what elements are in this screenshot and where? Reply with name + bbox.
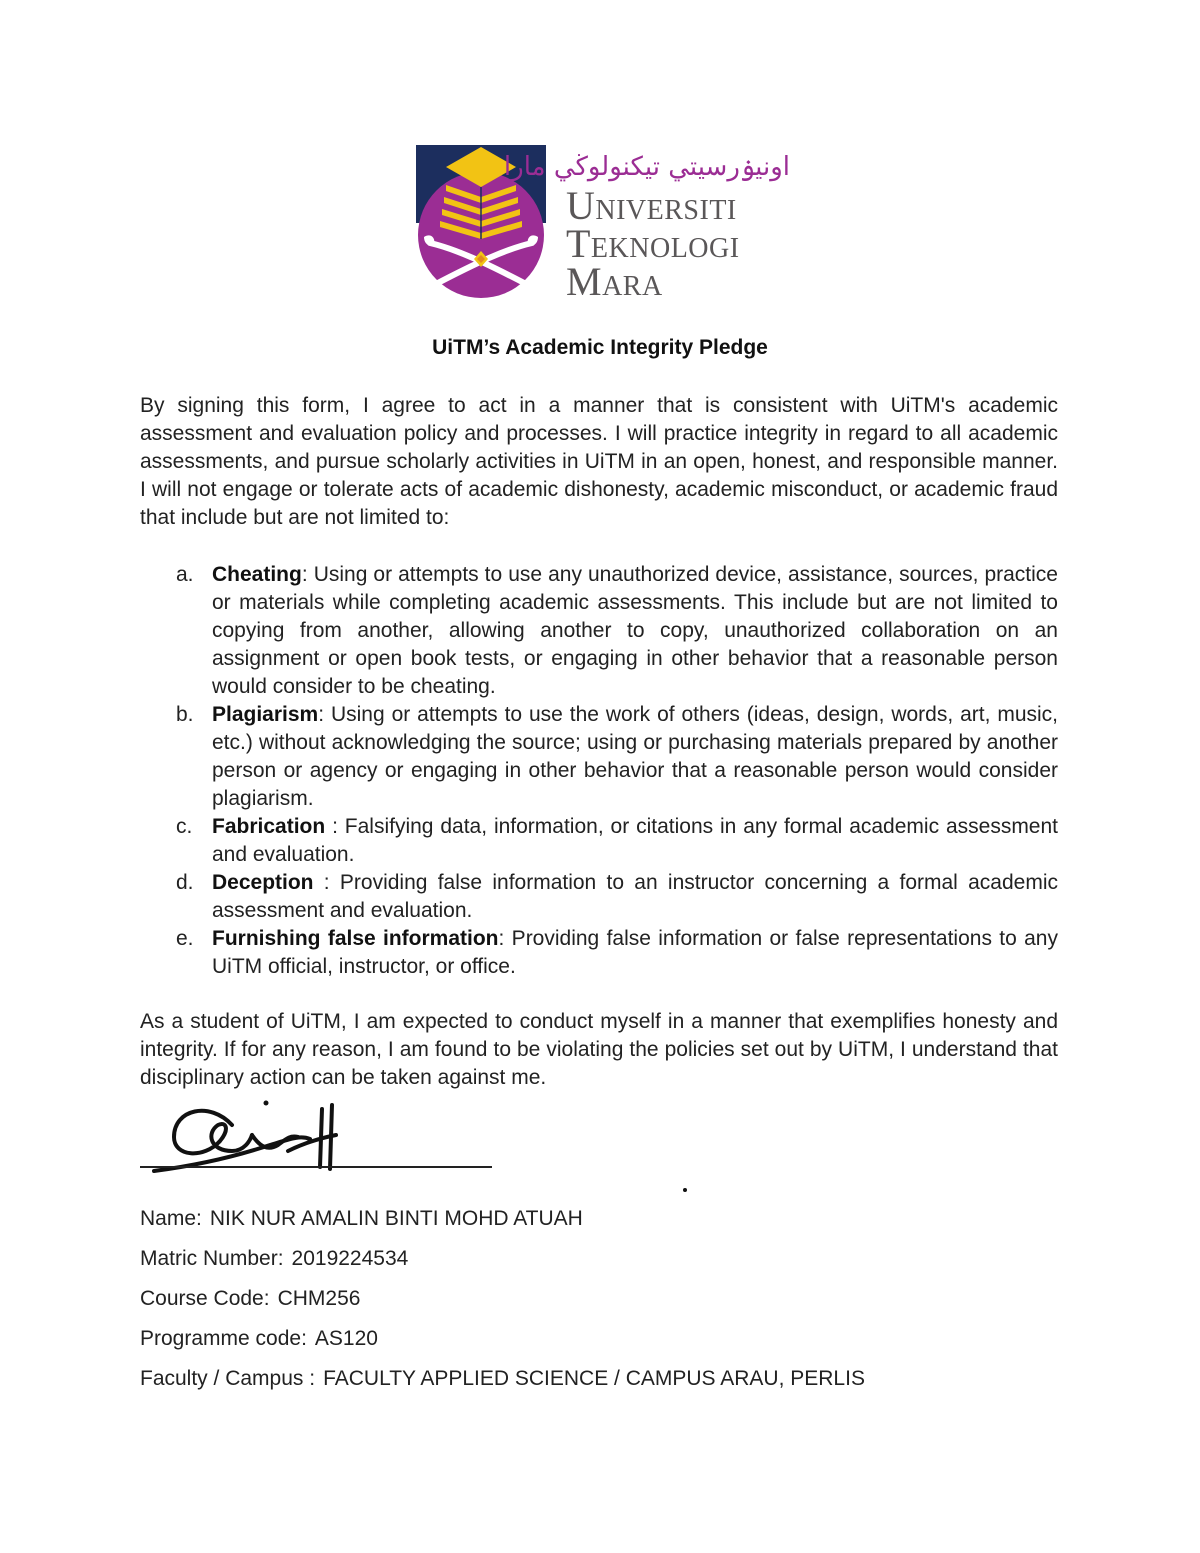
misconduct-list — [140, 561, 1058, 981]
list-marker: b. — [176, 703, 194, 726]
list-term: Furnishing false information — [212, 927, 499, 950]
list-marker: c. — [176, 815, 193, 838]
list-marker: d. — [176, 871, 194, 894]
programme-field — [140, 1327, 378, 1351]
list-term: Deception — [212, 871, 314, 894]
list-term: Fabrication — [212, 815, 326, 838]
list-text: : Using or attempts to use the work of others (ideas, design, words, art, music, etc.) without acknowledging the source; using or purchasing materials prepared by another person or agency or engaging in other behavior that a reasonable person would consider plagiarism. — [212, 703, 1058, 810]
list-marker: a. — [176, 563, 194, 586]
faculty-value: FACULTY APPLIED SCIENCE / CAMPUS ARAU, PERLIS — [323, 1367, 865, 1390]
svg-text:اونيۏرسيتي تيكنولوڬي مارا: اونيۏرسيتي تيكنولوڬي مارا — [503, 152, 790, 182]
intro-paragraph: By signing this form, I agree to act in a manner that is consistent with UiTM's academic assessment and evaluation policy and processes. I will practice integrity in regard to all academic assessments, and pursue scholarly activities in UiTM in an open, honest, and responsible manner. I will not engage or tolerate acts of academic dishonesty, academic misconduct, or academic fraud that include but are not limited to: — [140, 394, 1058, 529]
faculty-field — [140, 1367, 865, 1391]
matric-field — [140, 1247, 408, 1271]
university-wordmark — [566, 183, 740, 304]
list-marker: e. — [176, 927, 194, 950]
list-text: : Providing false information or false representations to any UiTM official, instructor, or office. — [212, 927, 1058, 978]
programme-label: Programme code: — [140, 1327, 307, 1350]
name-field — [140, 1207, 583, 1231]
name-label: Name: — [140, 1207, 202, 1230]
matric-value: 2019224534 — [291, 1247, 409, 1270]
course-label: Course Code: — [140, 1287, 270, 1310]
signature-line — [140, 1166, 492, 1168]
list-text: : Using or attempts to use any unauthorized device, assistance, sources, practice or materials while completing academic assessments. This include but are not limited to copying from another, allowing another to copy, unauthorized collaboration on an assignment or open book tests, or engaging in other behavior that a reasonable person would consider to be cheating. — [212, 563, 1058, 698]
stray-dot — [683, 1188, 687, 1192]
page-title: UiTM’s Academic Integrity Pledge — [432, 336, 768, 359]
list-text: : Providing false information to an instructor concerning a formal academic assessment and evaluation. — [212, 871, 1058, 922]
closing-paragraph: As a student of UiTM, I am expected to conduct myself in a manner that exemplifies honesty and integrity. If for any reason, I am found to be violating the policies set out by UiTM, I understand that disciplinary action can be taken against me. — [140, 1010, 1058, 1089]
wordmark-line-3: Mara — [566, 259, 663, 304]
wordmark-line-2: Teknologi — [566, 221, 740, 266]
course-value: CHM256 — [277, 1287, 361, 1310]
jawi-script-icon — [503, 145, 790, 185]
list-item — [140, 925, 1058, 981]
matric-label: Matric Number: — [140, 1247, 284, 1270]
list-term: Plagiarism — [212, 703, 319, 726]
name-value: NIK NUR AMALIN BINTI MOHD ATUAH — [209, 1207, 583, 1230]
programme-value: AS120 — [314, 1327, 378, 1350]
faculty-label: Faculty / Campus : — [140, 1367, 316, 1390]
list-item — [140, 813, 1058, 869]
jawi-name — [503, 145, 790, 185]
list-text: : Falsifying data, information, or citations in any formal academic assessment and evaluation. — [212, 815, 1058, 866]
course-field — [140, 1287, 360, 1311]
list-item — [140, 869, 1058, 925]
list-item — [140, 561, 1058, 701]
list-term: Cheating — [212, 563, 302, 586]
handwritten-signature-icon — [140, 1095, 500, 1185]
wordmark-line-1: Universiti — [566, 183, 737, 228]
uitm-logo — [416, 145, 796, 304]
list-item — [140, 701, 1058, 813]
